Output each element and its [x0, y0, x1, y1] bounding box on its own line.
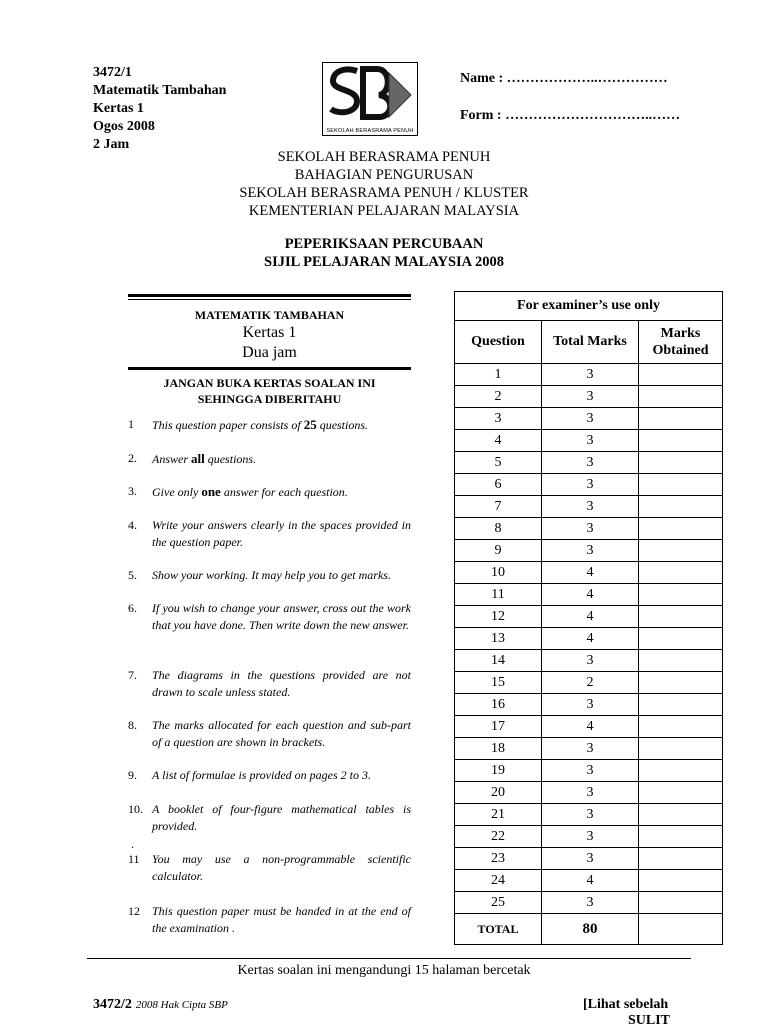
total-label: TOTAL: [455, 914, 542, 945]
instruction-text: questions.: [204, 452, 257, 466]
total-obtained-cell[interactable]: [639, 914, 723, 945]
instruction-text: Write your answers clearly in the spaces provided in the question paper.: [152, 518, 411, 549]
examiner-table-title: For examiner’s use only: [455, 292, 723, 321]
exam-line: SIJIL PELAJARAN MALAYSIA 2008: [264, 254, 504, 270]
table-row: [455, 628, 723, 650]
footer-divider: [87, 958, 691, 959]
instruction-number: 6.: [128, 601, 137, 615]
instruction-text: This question paper consists of: [152, 418, 304, 432]
instruction-number: 7.: [128, 668, 137, 682]
instruction-number: 9.: [128, 768, 137, 782]
total-marks: 3: [542, 892, 639, 914]
instruction-number: 8.: [128, 718, 137, 732]
table-row: [455, 364, 723, 386]
total-marks: 3: [542, 826, 639, 848]
footer-copyright: 2008 Hak Cipta SBP: [135, 999, 228, 1011]
table-row: [455, 826, 723, 848]
marks-obtained-cell[interactable]: [639, 650, 723, 672]
marks-obtained-cell[interactable]: [639, 870, 723, 892]
exam-title: [0, 235, 768, 271]
instruction-item: [128, 851, 411, 885]
total-marks: 3: [542, 430, 639, 452]
table-row: [455, 760, 723, 782]
instruction-item: [128, 667, 411, 701]
instruction-text: answer for each question.: [220, 485, 348, 499]
instruction-item: [128, 450, 411, 468]
marks-obtained-cell[interactable]: [639, 672, 723, 694]
question-number: 23: [455, 848, 542, 870]
instruction-text: Give only: [152, 485, 202, 499]
marks-obtained-cell[interactable]: [639, 738, 723, 760]
question-number: 24: [455, 870, 542, 892]
student-fields: [460, 70, 680, 144]
table-row: [455, 848, 723, 870]
sbp-logo-icon: [323, 63, 416, 125]
total-value: 80: [542, 914, 639, 945]
marks-obtained-cell[interactable]: [639, 848, 723, 870]
instruction-item: [128, 767, 411, 784]
table-row: [455, 452, 723, 474]
panel-warning: [128, 375, 411, 407]
sbp-logo: [322, 62, 418, 136]
total-marks: 4: [542, 584, 639, 606]
paper-code: 3472/1: [93, 65, 132, 80]
total-marks: 4: [542, 606, 639, 628]
marks-obtained-cell[interactable]: [639, 760, 723, 782]
total-marks: 3: [542, 650, 639, 672]
marks-obtained-cell[interactable]: [639, 430, 723, 452]
marks-obtained-cell[interactable]: [639, 386, 723, 408]
question-number: 10: [455, 562, 542, 584]
warning-line: SEHINGGA DIBERITAHU: [197, 392, 342, 406]
form-field[interactable]: Form : …………………………..……: [460, 108, 681, 123]
table-row: [455, 606, 723, 628]
paper-duration: 2 Jam: [93, 137, 130, 152]
table-row: [455, 672, 723, 694]
total-marks: 4: [542, 562, 639, 584]
total-marks: 3: [542, 496, 639, 518]
marks-obtained-cell[interactable]: [639, 804, 723, 826]
question-number: 14: [455, 650, 542, 672]
instruction-text: If you wish to change your answer, cross out the work that you have done. Then write down the new answer.: [152, 601, 411, 632]
marks-obtained-cell[interactable]: [639, 474, 723, 496]
total-marks: 3: [542, 782, 639, 804]
question-number: 12: [455, 606, 542, 628]
question-number: 5: [455, 452, 542, 474]
instruction-item: [128, 483, 411, 501]
total-marks: 3: [542, 540, 639, 562]
panel-duration: Dua jam: [242, 344, 297, 361]
instruction-text: A list of formulae is provided on pages 2 to 3.: [152, 768, 371, 782]
paper-number: Kertas 1: [93, 101, 144, 116]
question-number: 1: [455, 364, 542, 386]
marks-obtained-cell[interactable]: [639, 716, 723, 738]
question-number: 4: [455, 430, 542, 452]
org-line: KEMENTERIAN PELAJARAN MALAYSIA: [248, 203, 520, 219]
instruction-item: [128, 903, 411, 937]
instruction-text: The marks allocated for each question and sub-part of a question are shown in brackets.: [152, 718, 411, 749]
total-marks: 3: [542, 760, 639, 782]
header-total-marks: Total Marks: [542, 321, 639, 364]
org-line: SEKOLAH BERASRAMA PENUH / KLUSTER: [239, 185, 529, 201]
instruction-number: 2.: [128, 451, 137, 465]
org-line: BAHAGIAN PENGURUSAN: [294, 167, 474, 183]
question-number: 22: [455, 826, 542, 848]
marks-obtained-cell[interactable]: [639, 826, 723, 848]
org-line: SEKOLAH BERASRAMA PENUH: [277, 149, 491, 165]
instruction-item: [128, 801, 411, 835]
marks-obtained-cell[interactable]: [639, 540, 723, 562]
instruction-item: [128, 517, 411, 551]
name-field[interactable]: Name : ………………..……………: [460, 71, 668, 86]
question-number: 2: [455, 386, 542, 408]
instruction-bold: one: [201, 484, 221, 499]
marks-obtained-cell[interactable]: [639, 518, 723, 540]
instruction-number: 10.: [128, 802, 143, 816]
question-number: 16: [455, 694, 542, 716]
instruction-number: 3.: [128, 484, 137, 498]
total-marks: 2: [542, 672, 639, 694]
table-row: [455, 386, 723, 408]
instruction-text: A booklet of four-figure mathematical tables is provided.: [152, 802, 411, 833]
question-number: 9: [455, 540, 542, 562]
header-marks-obtained: Marks Obtained: [639, 321, 723, 364]
total-marks: 3: [542, 848, 639, 870]
table-row: [455, 804, 723, 826]
table-row: [455, 518, 723, 540]
logo-caption: SEKOLAH BERASRAMA PENUH: [326, 128, 414, 134]
table-row: [455, 716, 723, 738]
instruction-item: [128, 567, 411, 584]
warning-line: JANGAN BUKA KERTAS SOALAN INI: [163, 376, 376, 390]
table-row: [455, 562, 723, 584]
marks-obtained-cell[interactable]: [639, 606, 723, 628]
question-number: 20: [455, 782, 542, 804]
panel-kertas: Kertas 1: [242, 324, 297, 341]
instruction-number: 4.: [128, 518, 137, 532]
turn-over-note: [Lihat sebelah: [583, 997, 669, 1012]
marks-obtained-cell[interactable]: [639, 364, 723, 386]
marks-obtained-cell[interactable]: [639, 452, 723, 474]
total-marks: 4: [542, 870, 639, 892]
instruction-item: [128, 717, 411, 751]
question-number: 8: [455, 518, 542, 540]
instruction-number: 5.: [128, 568, 137, 582]
instruction-text: Answer: [152, 452, 191, 466]
divider: [128, 294, 411, 297]
panel-subject: MATEMATIK TAMBAHAN: [194, 308, 345, 322]
question-number: 25: [455, 892, 542, 914]
paper-subject: Matematik Tambahan: [93, 83, 227, 98]
table-row: [455, 650, 723, 672]
instruction-text: questions.: [316, 418, 369, 432]
instruction-item: [128, 600, 411, 634]
total-marks: 3: [542, 518, 639, 540]
question-number: 18: [455, 738, 542, 760]
total-marks: 4: [542, 716, 639, 738]
examiner-rows: [455, 364, 723, 914]
examiner-table: [454, 291, 723, 945]
table-row: [455, 738, 723, 760]
instruction-number: 1: [128, 417, 134, 431]
total-marks: 3: [542, 738, 639, 760]
question-number: 15: [455, 672, 542, 694]
total-marks: 3: [542, 804, 639, 826]
instruction-text: The diagrams in the questions provided are not drawn to scale unless stated.: [152, 668, 411, 699]
table-row: [455, 584, 723, 606]
total-marks: 3: [542, 474, 639, 496]
question-number: 19: [455, 760, 542, 782]
exam-line: PEPERIKSAAN PERCUBAAN: [284, 236, 484, 252]
stray-mark: .: [131, 837, 134, 851]
table-row: [455, 430, 723, 452]
table-row: [455, 540, 723, 562]
marks-obtained-cell[interactable]: [639, 562, 723, 584]
footer-code: [93, 997, 228, 1013]
total-marks: 3: [542, 386, 639, 408]
pages-note: Kertas soalan ini mengandungi 15 halaman bercetak: [237, 963, 531, 978]
paper-info: [93, 64, 226, 154]
total-marks: 4: [542, 628, 639, 650]
question-number: 6: [455, 474, 542, 496]
question-number: 3: [455, 408, 542, 430]
marks-obtained-cell[interactable]: [639, 584, 723, 606]
marks-obtained-cell[interactable]: [639, 628, 723, 650]
instruction-number: 12: [128, 904, 140, 918]
subject-panel: [128, 294, 411, 407]
instruction-text: This question paper must be handed in at the end of the examination .: [152, 904, 411, 935]
marks-obtained-cell[interactable]: [639, 694, 723, 716]
question-number: 17: [455, 716, 542, 738]
marks-obtained-cell[interactable]: [639, 892, 723, 914]
table-row: [455, 892, 723, 914]
table-row: [455, 408, 723, 430]
total-marks: 3: [542, 452, 639, 474]
table-row: [455, 694, 723, 716]
header-question: Question: [455, 321, 542, 364]
question-number: 11: [455, 584, 542, 606]
instruction-item: [128, 416, 411, 434]
instruction-text: Show your working. It may help you to get marks.: [152, 568, 391, 582]
marks-obtained-cell[interactable]: [639, 408, 723, 430]
organisation-block: [0, 148, 768, 220]
table-row: [455, 496, 723, 518]
paper-date: Ogos 2008: [93, 119, 155, 134]
table-row: [455, 474, 723, 496]
marks-obtained-cell[interactable]: [639, 782, 723, 804]
instruction-number: 11: [128, 852, 140, 866]
footer-paper-code: 3472/2: [93, 997, 132, 1012]
classification: SULIT: [628, 1013, 671, 1028]
instruction-bold: all: [191, 451, 205, 466]
total-marks: 3: [542, 364, 639, 386]
divider: [128, 367, 411, 370]
marks-obtained-cell[interactable]: [639, 496, 723, 518]
table-row: [455, 782, 723, 804]
table-row: [455, 870, 723, 892]
question-number: 21: [455, 804, 542, 826]
divider: [128, 299, 411, 300]
question-number: 7: [455, 496, 542, 518]
question-number: 13: [455, 628, 542, 650]
instruction-text: You may use a non-programmable scientific calculator.: [152, 852, 411, 883]
total-marks: 3: [542, 408, 639, 430]
total-marks: 3: [542, 694, 639, 716]
instruction-bold: 25: [303, 417, 317, 432]
